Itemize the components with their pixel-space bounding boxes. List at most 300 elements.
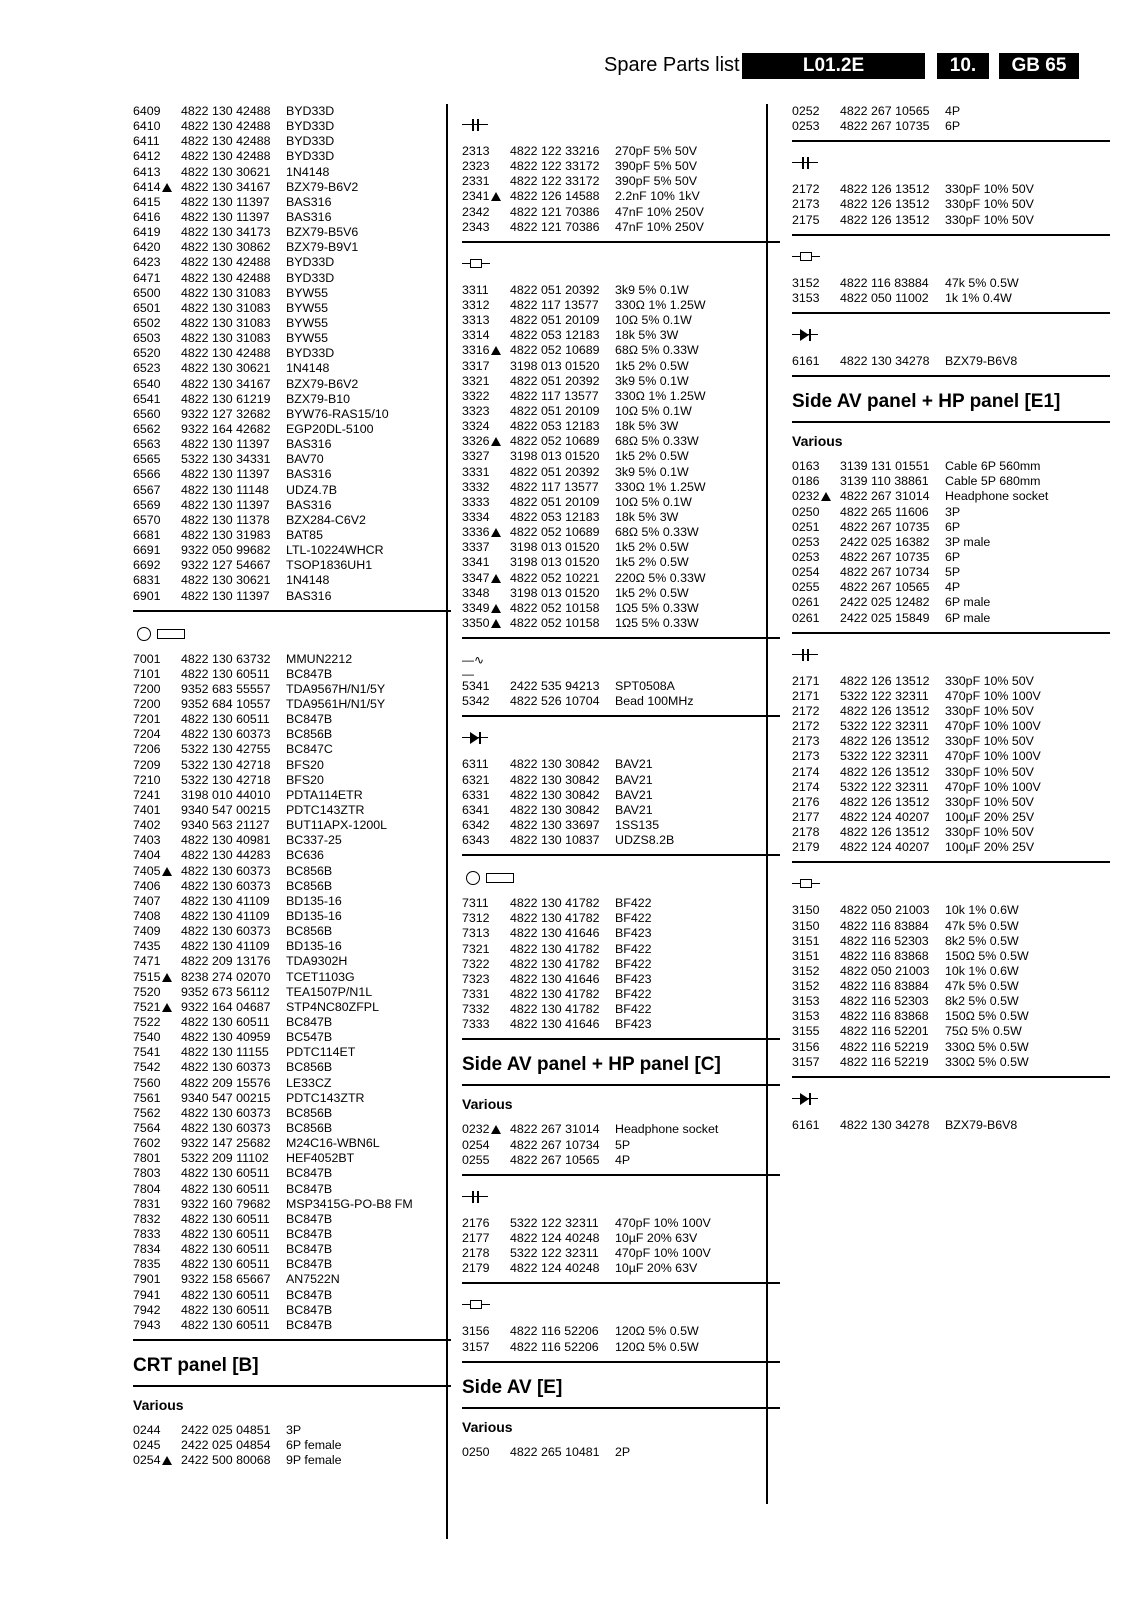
part-code: 4822 121 70386 [510,219,600,234]
position-number [462,679,510,694]
part-row [792,674,1110,689]
position-text: 7406 [133,878,161,893]
position-text: 0232 [462,1122,490,1137]
position-number [792,934,840,949]
part-description: BAS316 [286,588,332,603]
part-description: BAS316 [286,467,332,482]
position-number [133,498,181,513]
part-description: UDZS8.2B [615,833,675,848]
part-row [462,1445,780,1460]
part-description: BC636 [286,848,324,863]
safety-warning-icon [491,437,501,446]
part-description: BF422 [615,941,652,956]
position-number [133,165,181,180]
part-row [133,498,451,513]
position-number [133,879,181,894]
part-code: 3198 013 01520 [510,555,600,570]
part-row [792,1024,1110,1039]
position-text: 2171 [792,688,820,703]
position-number [792,595,840,610]
part-row [792,611,1110,626]
position-number [133,727,181,742]
position-text: 2173 [792,734,820,749]
position-number [133,848,181,863]
part-description: 470pF 10% 100V [615,1215,711,1230]
position-text: 6500 [133,285,161,300]
position-text: 6520 [133,346,161,361]
position-text: 0245 [133,1438,161,1453]
position-number [133,316,181,331]
position-number [462,220,510,235]
part-code: 4822 130 60511 [181,1317,270,1332]
position-text: 2313 [462,144,490,158]
part-code: 4822 130 42488 [181,149,271,164]
part-description: BZX79-B5V6 [286,225,359,240]
part-description: 330pF 10% 50V [945,794,1034,809]
safety-warning-icon [491,346,501,355]
part-code: 4822 122 33216 [510,144,600,158]
part-description: 270pF 5% 50V [615,144,697,158]
component-group-symbol [462,257,780,275]
part-code: 4822 116 83884 [840,918,929,933]
part-code: 4822 130 44283 [181,848,271,863]
part-description: 120Ω 5% 0.5W [615,1339,699,1354]
part-code: 4822 130 34173 [181,225,271,240]
position-number [462,1246,510,1261]
part-code: 4822 052 10158 [510,615,600,630]
part-row [792,1009,1110,1024]
part-code: 4822 130 40959 [181,1030,271,1045]
part-row [462,555,780,570]
position-number [792,979,840,994]
part-code: 4822 130 30621 [181,361,271,376]
part-code: 4822 053 12183 [510,328,600,343]
section-divider [792,312,1110,314]
part-description: 4P [945,104,961,118]
position-text: 6565 [133,452,161,467]
part-description: 330pF 10% 50V [945,212,1034,227]
part-code: 4822 052 10689 [510,525,600,540]
part-code: 5322 130 42755 [181,742,271,757]
position-number [133,1197,181,1212]
part-row [792,119,1110,134]
part-description: BC856B [286,1121,333,1135]
part-row [133,483,451,498]
position-number [133,437,181,452]
position-number [462,833,510,848]
position-number [133,818,181,833]
part-code: 4822 051 20109 [510,313,600,328]
position-text: 7832 [133,1211,161,1226]
position-text: 7311 [462,896,489,911]
part-description: BC856B [286,1105,333,1120]
position-number [133,1136,181,1151]
position-text: 3348 [462,585,490,600]
part-description: 9P female [286,1453,342,1468]
parts-column-2 [462,104,780,1460]
section-title: Side AV panel + HP panel [C] [462,1054,721,1076]
part-description: BF422 [615,896,652,911]
position-number [792,550,840,565]
position-number [792,535,840,550]
component-group-symbol [792,328,1110,346]
position-text: 0250 [792,504,820,519]
diode-icon [792,328,818,342]
position-number [133,225,181,240]
part-row [133,104,451,119]
part-description: MMUN2212 [286,651,353,666]
part-code: 4822 267 31014 [840,489,930,504]
part-code: 4822 051 20392 [510,464,600,479]
part-description: 4P [615,1152,631,1167]
part-row [133,894,451,909]
page-header-title: Spare Parts list [604,54,740,76]
part-description: 330pF 10% 50V [945,825,1034,840]
part-code: 4822 265 10481 [510,1444,600,1459]
position-text: 2171 [792,673,820,688]
position-number [133,513,181,528]
part-code: 4822 130 60511 [181,1166,270,1181]
part-code: 4822 267 10565 [510,1152,600,1167]
part-description: TSOP1836UH1 [286,558,373,573]
part-description: 330Ω 1% 1.25W [615,297,706,312]
position-number [133,697,181,712]
part-row [133,1045,451,1060]
position-text: 7540 [133,1030,161,1045]
position-text: 7201 [133,712,161,727]
part-row [133,1257,451,1272]
part-description: 6P [945,119,961,134]
parts-column-1 [133,104,451,1468]
part-code: 4822 130 30842 [510,802,600,817]
position-number [133,1166,181,1181]
part-code: 4822 052 10689 [510,434,600,449]
position-number [462,586,510,601]
part-code: 4822 130 60511 [181,666,270,681]
subsection-title: Various [133,1396,184,1413]
part-row [792,1118,1110,1133]
position-text: 3151 [792,948,820,963]
part-row [462,313,780,328]
part-code: 9340 547 00215 [181,1090,271,1105]
part-row [792,276,1110,291]
part-row [462,926,780,941]
part-row [792,964,1110,979]
part-description: M24C16-WBN6L [286,1136,380,1151]
part-row [462,389,780,404]
part-row [133,437,451,452]
part-description: BC847B [286,1166,333,1181]
part-row [462,343,780,358]
part-description: BC847B [286,1181,333,1196]
position-number [462,926,510,941]
position-text: 3313 [462,313,490,328]
position-number [133,467,181,482]
position-text: 6412 [133,149,161,164]
part-code: 9340 563 21127 [181,818,270,833]
position-number [462,189,510,204]
safety-warning-icon [491,528,501,537]
position-text: 0255 [462,1152,490,1167]
position-number [792,580,840,595]
part-description: BYD33D [286,270,335,285]
position-number [792,825,840,840]
part-code: 4822 050 11002 [840,290,929,305]
position-text: 3334 [462,509,490,524]
position-number [462,818,510,833]
part-description: BC547B [286,1030,333,1045]
part-row [792,765,1110,780]
part-code: 9322 127 32682 [181,406,271,421]
position-number [462,404,510,419]
part-description: 390pF 5% 50V [615,159,697,174]
part-row [133,1453,451,1468]
part-code: 4822 130 60511 [181,1287,270,1302]
part-description: 6P [945,519,961,534]
part-description: 330pF 10% 50V [945,734,1034,749]
position-text: 7562 [133,1105,161,1120]
position-text: 2179 [792,840,820,855]
position-number [133,652,181,667]
position-text: 2177 [792,809,820,824]
position-text: 6414 [133,179,161,194]
position-text: 0244 [133,1422,161,1437]
part-row [792,595,1110,610]
part-code: 4822 116 52219 [840,1054,929,1069]
safety-warning-icon [162,1003,172,1012]
part-code: 4822 130 11148 [181,482,269,497]
part-code: 4822 126 13512 [840,825,930,840]
position-number [133,758,181,773]
part-code: 4822 130 41646 [510,971,600,986]
part-description: 390pF 5% 50V [615,174,697,189]
part-row [133,1197,451,1212]
position-number [133,667,181,682]
position-number [792,197,840,212]
position-text: 2331 [462,174,490,189]
position-text: 6416 [133,209,161,224]
position-text: 7403 [133,833,161,848]
part-code: 4822 130 60511 [181,1242,270,1257]
part-description: BC847B [286,1242,333,1257]
subsection-title: Various [462,1096,513,1113]
part-row [133,134,451,149]
position-number [133,803,181,818]
part-description: BYD33D [286,255,335,270]
part-code: 9352 684 10557 [181,697,271,712]
position-number [792,520,840,535]
page-number-badge: GB 65 [999,53,1079,79]
part-description: 330Ω 5% 0.5W [945,1039,1029,1054]
part-code: 2422 535 94213 [510,679,600,694]
part-row [133,407,451,422]
position-text: 7602 [133,1136,161,1151]
position-number [462,1216,510,1231]
part-row [133,818,451,833]
position-text: 7210 [133,772,161,787]
position-number [792,565,840,580]
part-code: 4822 130 30621 [181,164,271,179]
part-description: 1N4148 [286,573,330,588]
part-description: 6P female [286,1438,342,1453]
part-code: 4822 130 11397 [181,588,270,603]
position-text: 3337 [462,540,490,555]
position-number [792,459,840,474]
position-number [133,773,181,788]
part-row [462,374,780,389]
part-row [133,985,451,1000]
part-row [133,1121,451,1136]
part-code: 4822 053 12183 [510,419,600,434]
part-code: 2422 025 15849 [840,610,930,625]
part-description: 150Ω 5% 0.5W [945,1009,1029,1024]
part-row [792,459,1110,474]
position-number [792,474,840,489]
part-code: 3198 013 01520 [510,585,600,600]
part-code: 2422 025 16382 [840,534,930,549]
position-text: 6501 [133,300,161,315]
part-description: 1Ω5 5% 0.33W [615,615,699,630]
part-description: 47k 5% 0.5W [945,979,1019,994]
part-description: BAV21 [615,772,653,787]
part-row [133,1030,451,1045]
capacitor-icon [792,648,818,662]
position-text: 6342 [462,817,490,832]
safety-warning-icon [162,867,172,876]
part-code: 4822 126 14588 [510,189,600,204]
part-description: 2.2nF 10% 1kV [615,189,700,204]
position-number [462,419,510,434]
position-number [133,134,181,149]
part-description: MSP3415G-PO-B8 FM [286,1196,413,1211]
part-code: 9322 127 54667 [181,558,271,573]
part-row [133,1060,451,1075]
part-description: 1k5 2% 0.5W [615,585,689,600]
position-number [462,480,510,495]
position-number [133,271,181,286]
capacitor-icon [462,1190,488,1204]
part-code: 4822 121 70386 [510,204,600,219]
position-number [133,589,181,604]
part-description: BAV21 [615,802,653,817]
part-code: 9322 050 99682 [181,543,271,558]
part-description: Headphone socket [615,1122,719,1137]
part-description: BYD33D [286,119,335,134]
safety-warning-icon [162,1456,172,1465]
position-text: 2176 [792,794,820,809]
part-description: BYD33D [286,104,335,118]
part-row [462,465,780,480]
position-number [462,601,510,616]
part-code: 4822 130 42488 [181,270,271,285]
part-code: 4822 130 11397 [181,437,270,452]
position-text: 3156 [462,1324,490,1339]
part-code: 4822 126 13512 [840,734,930,749]
part-description: BYW55 [286,300,329,315]
part-row [133,1166,451,1181]
part-code: 9352 673 56112 [181,984,270,999]
position-number [133,1121,181,1136]
part-row [462,757,780,772]
part-description: 330Ω 1% 1.25W [615,479,706,494]
part-code: 4822 130 60511 [181,1211,270,1226]
part-description: 10µF 20% 63V [615,1231,698,1246]
part-code: 4822 116 83868 [840,1009,929,1024]
position-number [133,1227,181,1242]
part-row [792,520,1110,535]
part-code: 4822 116 52303 [840,994,929,1009]
part-description: 8k2 5% 0.5W [945,933,1019,948]
part-code: 4822 124 40207 [840,809,930,824]
part-description: BC856B [286,924,333,939]
part-code: 4822 130 30621 [181,573,271,588]
part-code: 4822 116 52206 [510,1339,599,1354]
position-number [462,510,510,525]
position-text: 7835 [133,1257,161,1272]
part-row [133,879,451,894]
position-number [792,689,840,704]
position-number [133,195,181,210]
position-number [462,389,510,404]
part-description: 330pF 10% 50V [945,764,1034,779]
part-description: PDTC143ZTR [286,1090,365,1105]
part-description: BYW55 [286,285,329,300]
part-code: 4822 267 10735 [840,519,930,534]
part-row [133,240,451,255]
diode-icon [792,1092,818,1106]
part-description: BYW55 [286,331,329,346]
position-number [462,449,510,464]
position-text: 6523 [133,361,161,376]
part-row [133,422,451,437]
resistor-icon [792,250,820,264]
part-code: 4822 124 40248 [510,1231,600,1246]
part-description: BC847C [286,742,333,757]
position-text: 7942 [133,1302,161,1317]
part-row [133,286,451,301]
position-text: 2342 [462,204,490,219]
position-text: 2177 [462,1231,490,1246]
part-description: 47nF 10% 250V [615,204,704,219]
position-text: 6562 [133,421,161,436]
part-code: 3198 013 01520 [510,540,600,555]
section-divider [462,241,780,243]
position-text: 6560 [133,406,161,421]
safety-warning-icon [162,183,172,192]
part-description: 1k 1% 0.4W [945,290,1012,305]
part-code: 9340 547 00215 [181,803,271,818]
position-text: 0163 [792,459,820,474]
position-text: 7332 [462,1002,490,1017]
part-description: BAS316 [286,497,332,512]
part-row [792,291,1110,306]
part-code: 4822 130 42488 [181,119,271,134]
part-description: 330pF 10% 50V [945,673,1034,688]
part-row [462,328,780,343]
part-code: 4822 130 42488 [181,346,271,361]
position-text: 7833 [133,1226,161,1241]
position-text: 2172 [792,182,820,197]
part-row [133,848,451,863]
part-row [133,558,451,573]
part-description: BD135-16 [286,909,342,924]
part-row [792,719,1110,734]
part-code: 4822 051 20109 [510,403,600,418]
part-description: BD135-16 [286,939,342,954]
part-description: BYD33D [286,346,335,361]
position-text: 6161 [792,353,820,368]
part-row [792,934,1110,949]
